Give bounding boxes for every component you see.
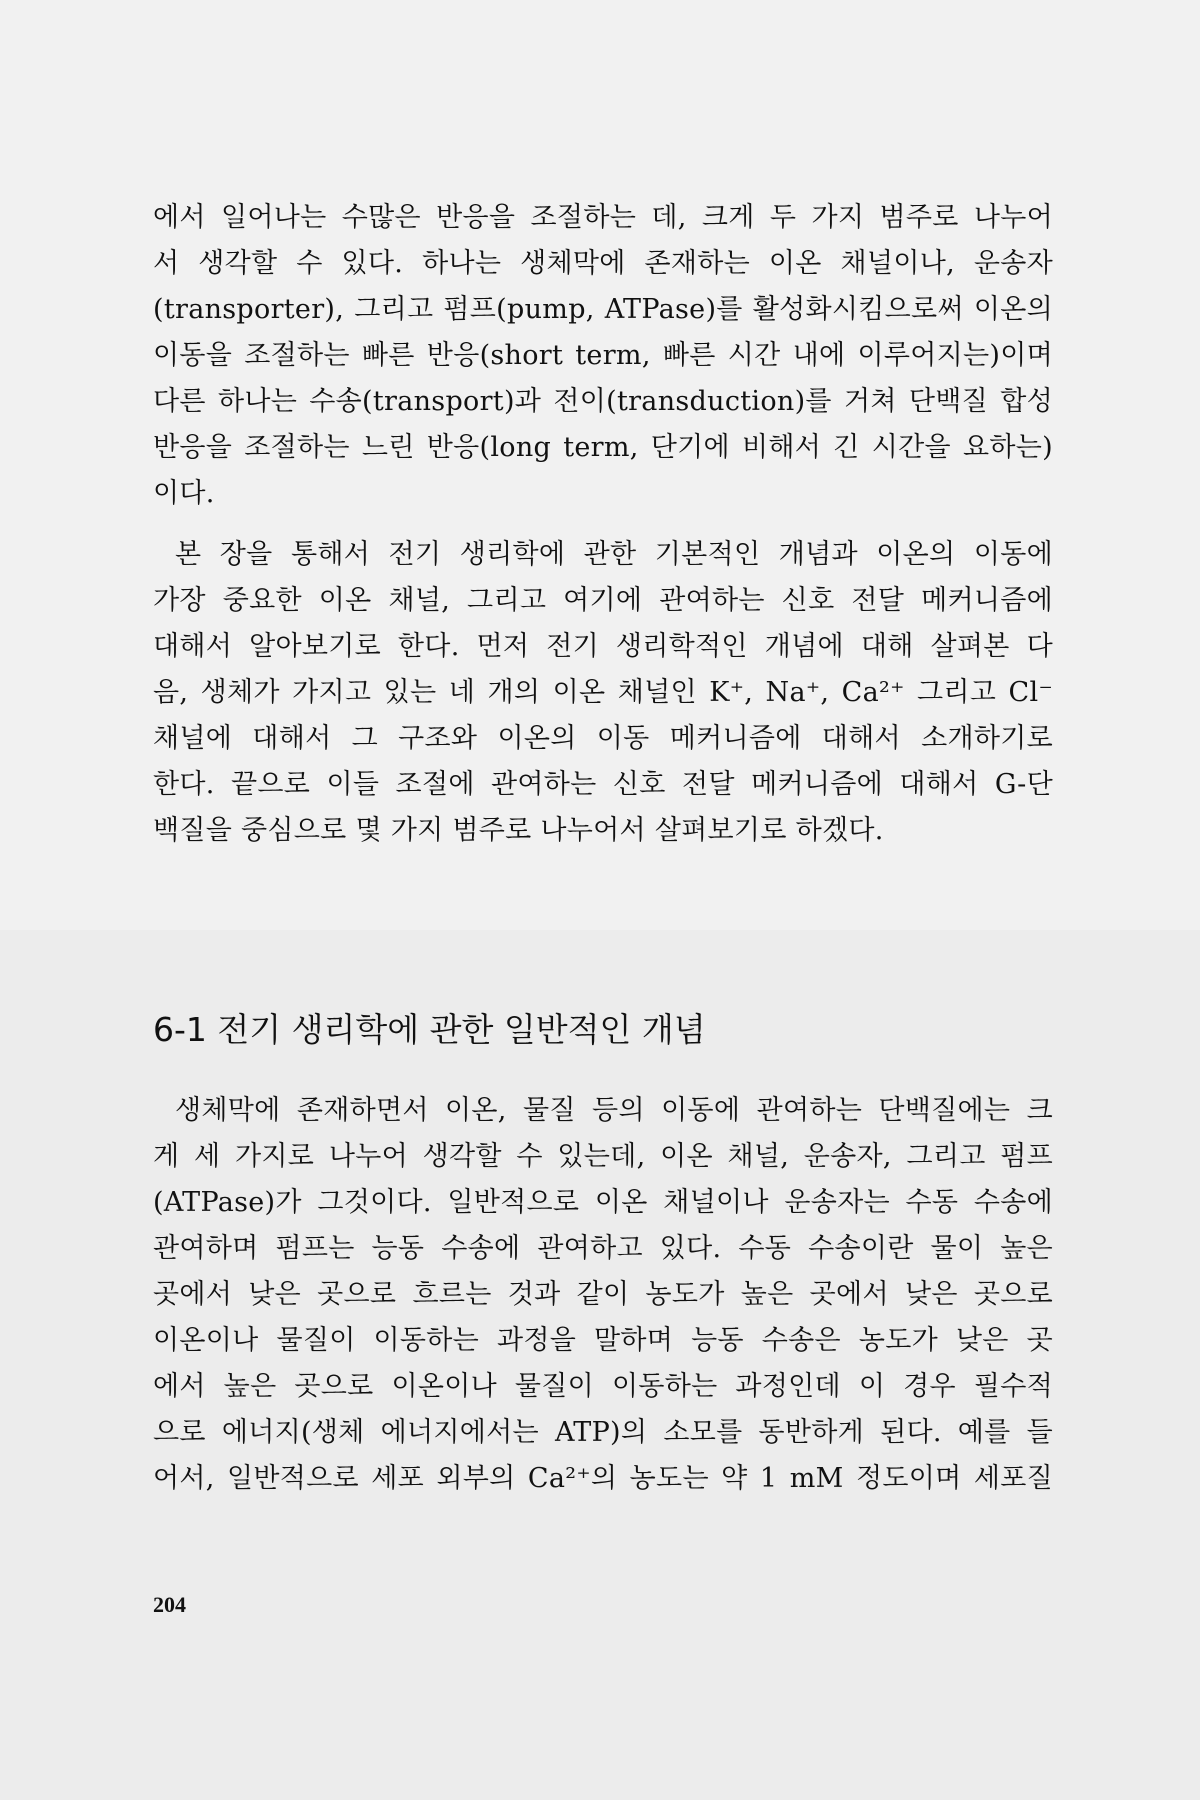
paragraph-1-line-5: 다른 하나는 수송(transport)과 전이(transduction)를 거쳐 단백질 합성 (153, 386, 1053, 417)
page-number: 204 (153, 1592, 186, 1617)
paragraph-2-line-3: 대해서 알아보기로 한다. 먼저 전기 생리학적인 개념에 대해 살펴본 다 (153, 631, 1053, 662)
paragraph-3-line-3: (ATPase)가 그것이다. 일반적으로 이온 채널이나 운송자는 수동 수송에 (153, 1187, 1053, 1218)
paragraph-1-line-2: 서 생각할 수 있다. 하나는 생체막에 존재하는 이온 채널이나, 운송자 (153, 248, 1053, 279)
paragraph-1-line-3: (transporter), 그리고 펌프(pump, ATPase)를 활성화시킴으로써 이온의 (153, 294, 1053, 325)
paragraph-2-line-4: 음, 생체가 가지고 있는 네 개의 이온 채널인 K⁺, Na⁺, Ca²⁺ 그리고 Cl⁻ (153, 677, 1053, 708)
paragraph-3-line-2: 게 세 가지로 나누어 생각할 수 있는데, 이온 채널, 운송자, 그리고 펌프 (153, 1141, 1053, 1172)
paragraph-2-line-2: 가장 중요한 이온 채널, 그리고 여기에 관여하는 신호 전달 메커니즘에 (153, 585, 1053, 616)
paragraph-3-line-7: 에서 높은 곳으로 이온이나 물질이 이동하는 과정인데 이 경우 필수적 (153, 1371, 1053, 1402)
paragraph-1-line-7: 이다. (153, 478, 215, 509)
paragraph-3-line-8: 으로 에너지(생체 에너지에서는 ATP)의 소모를 동반하게 된다. 예를 들 (153, 1417, 1053, 1448)
paragraph-3-line-9: 어서, 일반적으로 세포 외부의 Ca²⁺의 농도는 약 1 mM 정도이며 세포질 (153, 1463, 1053, 1494)
paragraph-3-line-4: 관여하며 펌프는 능동 수송에 관여하고 있다. 수동 수송이란 물이 높은 (153, 1233, 1053, 1264)
paragraph-3-line-1: 생체막에 존재하면서 이온, 물질 등의 이동에 관여하는 단백질에는 크 (175, 1095, 1053, 1126)
paragraph-1-line-6: 반응을 조절하는 느린 반응(long term, 단기에 비해서 긴 시간을 요하는) (153, 432, 1053, 463)
paragraph-2-line-1: 본 장을 통해서 전기 생리학에 관한 기본적인 개념과 이온의 이동에 (175, 539, 1053, 570)
paragraph-3-line-6: 이온이나 물질이 이동하는 과정을 말하며 능동 수송은 농도가 낮은 곳 (153, 1325, 1053, 1356)
paragraph-3-line-5: 곳에서 낮은 곳으로 흐르는 것과 같이 농도가 높은 곳에서 낮은 곳으로 (153, 1279, 1053, 1310)
paragraph-1-line-1: 에서 일어나는 수많은 반응을 조절하는 데, 크게 두 가지 범주로 나누어 (153, 202, 1053, 233)
section-heading: 6-1 전기 생리학에 관한 일반적인 개념 (153, 1010, 706, 1049)
paragraph-1-line-4: 이동을 조절하는 빠른 반응(short term, 빠른 시간 내에 이루어지는)이며 (153, 340, 1053, 371)
paragraph-2-line-6: 한다. 끝으로 이들 조절에 관여하는 신호 전달 메커니즘에 대해서 G-단 (153, 769, 1053, 800)
paragraph-2-line-5: 채널에 대해서 그 구조와 이온의 이동 메커니즘에 대해서 소개하기로 (153, 723, 1053, 754)
paragraph-2-line-7: 백질을 중심으로 몇 가지 범주로 나누어서 살펴보기로 하겠다. (153, 815, 884, 846)
